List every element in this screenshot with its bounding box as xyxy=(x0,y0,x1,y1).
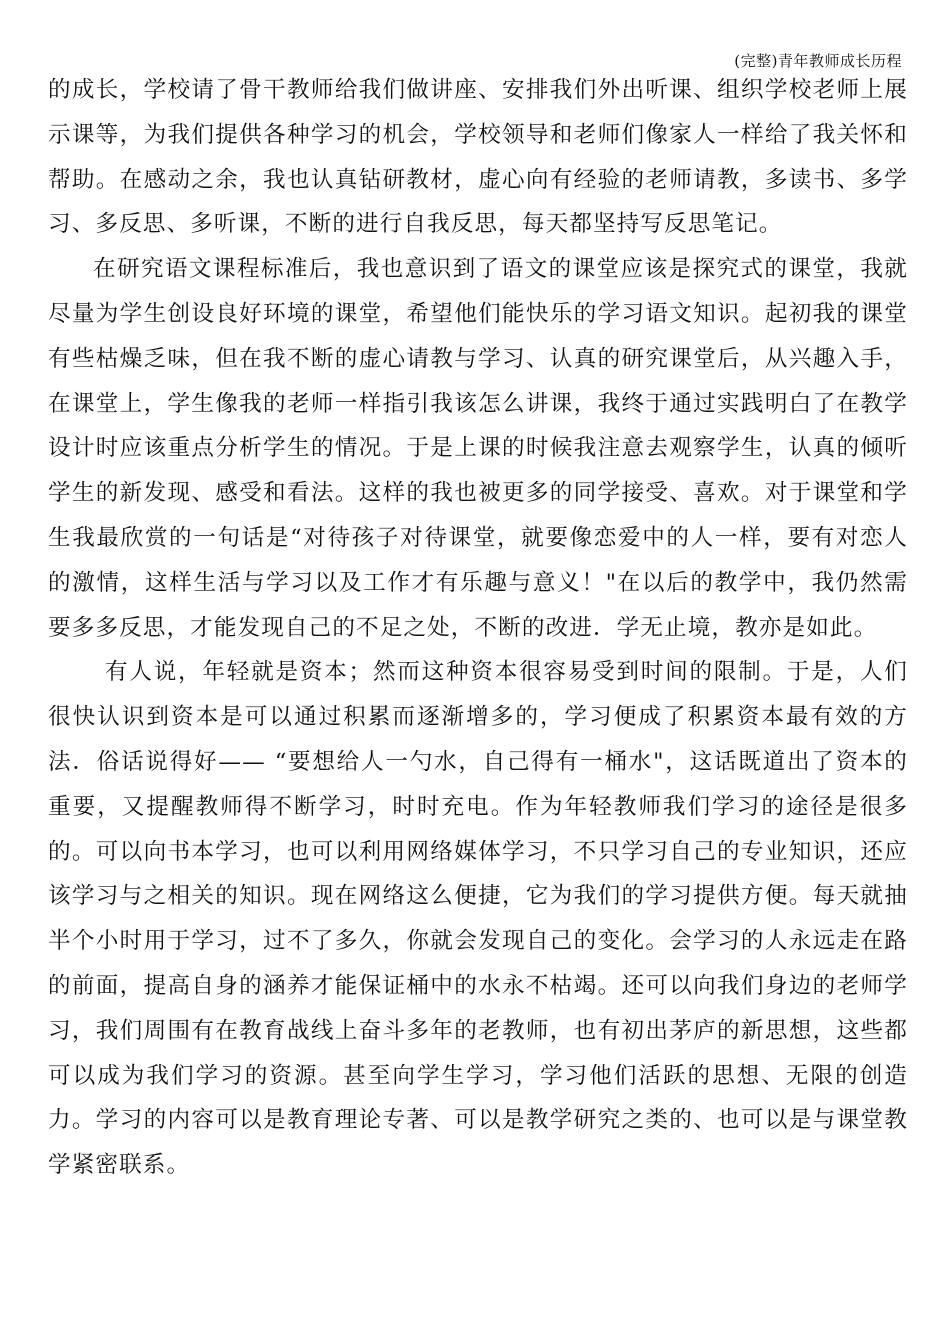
paragraph-curriculum-reflection: 在研究语文课程标准后，我也意识到了语文的课堂应该是探究式的课堂，我就尽量为学生创设良好环境的课堂，希望他们能快乐的学习语文知识。起初我的课堂有些枯燥乏味，但在我不断的虚心请教与学习、认真的研究课堂后，从兴趣入手，在课堂上，学生像我的老师一样指引我该怎么讲课，我终于通过实践明白了在教学设计时应该重点分析学生的情况。于是上课的时候我注意去观察学生，认真的倾听学生的新发现、感受和看法。这样的我也被更多的同学接受、喜欢。对于课堂和学生我最欣赏的一句话是“对待孩子对待课堂，就要像恋爱中的人一样，要有对恋人的激情，这样生活与学习以及工作才有乐趣与意义！"在以后的教学中，我仍然需要多多反思，才能发现自己的不足之处，不断的改进．学无止境，教亦是如此。 xyxy=(48,256,908,641)
paragraph-continuation: 的成长，学校请了骨干教师给我们做讲座、安排我们外出听课、组织学校老师上展示课等，为我们提供各种学习的机会，学校领导和老师们像家人一样给了我关怀和帮助。在感动之余，我也认真钻研教材，虚心向有经验的老师请教，多读书、多学习、多反思、多听课，不断的进行自我反思，每天都坚持写反思笔记。 xyxy=(48,77,908,238)
paragraph-youth-capital: 有人说，年轻就是资本；然而这种资本很容易受到时间的限制。于是，人们很快认识到资本是可以通过积累而逐渐增多的，学习便成了积累资本最有效的方法．俗话说得好—— “要想给人一勺水，自己得有一桶水"，这话既道出了资本的重要，又提醒教师得不断学习，时时充电。作为年轻教师我们学习的途径是很多的。可以向书本学习，也可以利用网络媒体学习，不只学习自己的专业知识，还应该学习与之相关的知识。现在网络这么便捷，它为我们的学习提供方便。每天就抽半个小时用于学习，过不了多久，你就会发现自己的变化。会学习的人永远走在路的前面，提高自身的涵养才能保证桶中的水永不枯竭。还可以向我们身边的老师学习，我们周围有在教育战线上奋斗多年的老教师，也有初出茅庐的新思想，这些都可以成为我们学习的资源。甚至向学生学习，学习他们活跃的思想、无限的创造力。学习的内容可以是教育理论专著、可以是教学研究之类的、也可以是与课堂教学紧密联系。 xyxy=(48,659,908,1179)
running-header-title: (完整)青年教师成长历程 xyxy=(734,52,902,70)
document-body xyxy=(48,68,908,1188)
